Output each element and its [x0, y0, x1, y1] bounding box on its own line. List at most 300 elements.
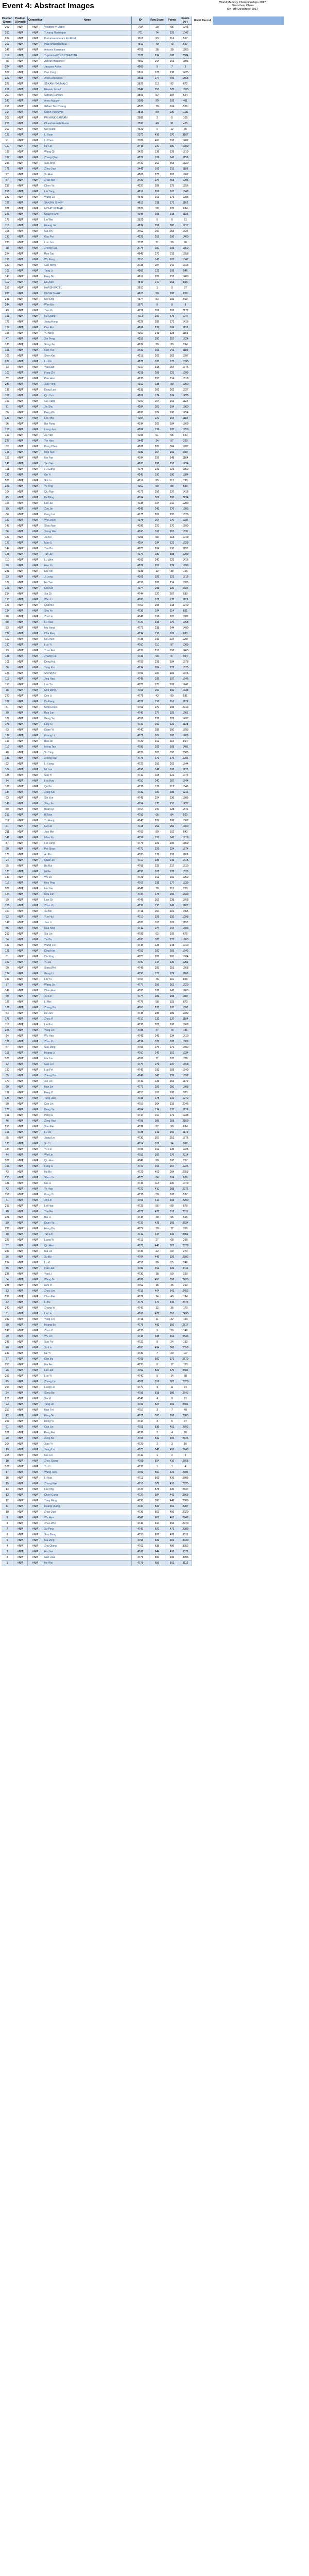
world-record-cell — [192, 506, 213, 512]
cell-name — [43, 172, 132, 178]
cell-position-event: 209 — [2, 359, 13, 365]
cell-raw-score: 554 — [149, 1459, 165, 1464]
cell-raw-score: 250 — [149, 376, 165, 382]
world-record-cell — [192, 149, 213, 155]
cell-raw-score: 284 — [149, 665, 165, 671]
cell-position-overall: #N/A — [13, 1090, 28, 1096]
cell-position-overall: #N/A — [13, 1209, 28, 1215]
cell-points-change: 1699 — [179, 563, 192, 569]
world-record-cell — [192, 1334, 213, 1340]
cell-points-change: 1342 — [179, 948, 192, 954]
world-record-cell — [192, 671, 213, 676]
cell-raw-score: 12 — [149, 1306, 165, 1311]
table-row — [2, 971, 284, 977]
cell-position-overall: #N/A — [13, 1028, 28, 1033]
cell-position-event: 4 — [2, 1544, 13, 1549]
cell-position-overall: #N/A — [13, 739, 28, 744]
world-record-cell — [192, 166, 213, 172]
cell-points-change: 1620 — [179, 982, 192, 988]
cell-position-event: 108 — [2, 229, 13, 234]
cell-competitor: #N/A — [28, 1073, 43, 1079]
world-record-cell — [192, 1243, 213, 1249]
cell-competitor: #N/A — [28, 1192, 43, 1198]
competitor-name: Zhou Yi — [44, 1018, 54, 1021]
competitor-name: SANJAY SINGH — [44, 201, 63, 205]
competitor-name: Shi Yun — [44, 796, 54, 800]
cell-points-change: 1603 — [179, 506, 192, 512]
cell-raw-score: 650 — [149, 1555, 165, 1561]
cell-points-change: 2452 — [179, 1289, 192, 1294]
world-record-cell — [192, 676, 213, 682]
cell-raw-score: 110 — [149, 642, 165, 648]
cell-position-overall: #N/A — [13, 280, 28, 285]
cell-position-event: 53 — [2, 574, 13, 580]
cell-raw-score: 1 — [149, 285, 165, 291]
cell-position-event: 111 — [2, 467, 13, 472]
cell-competitor: #N/A — [28, 1226, 43, 1232]
competitor-name: Zhao Yu — [44, 1040, 54, 1043]
competitor-name: Cen Li — [44, 694, 52, 698]
table-row — [2, 1300, 284, 1306]
cell-name — [43, 1504, 132, 1510]
cell-competitor-id: 4771 — [132, 1555, 149, 1561]
cell-competitor: #N/A — [28, 144, 43, 149]
competitor-name: Bai Rong — [44, 422, 55, 426]
competitor-name: Ma Lin — [44, 1250, 53, 1253]
cell-name — [43, 1050, 132, 1056]
cell-position-event: 228 — [2, 1226, 13, 1232]
table-row — [2, 1170, 284, 1175]
cell-points-change: 3030 — [179, 1538, 192, 1544]
cell-raw-score: 226 — [149, 455, 165, 461]
cell-position-event: 18 — [2, 1459, 13, 1464]
competitor-name: Liu Ping — [44, 1488, 54, 1491]
cell-name — [43, 1084, 132, 1090]
cell-raw-score: 596 — [149, 1504, 165, 1510]
cell-points-change: 1218 — [179, 835, 192, 841]
cell-name — [43, 591, 132, 597]
cell-points-change: 61 — [179, 217, 192, 223]
table-row — [2, 314, 284, 319]
competitor-name: Wang Bo — [44, 1278, 55, 1281]
competitor-name: Xu Ying — [44, 751, 54, 754]
competitor-name: Duan Yu — [44, 1222, 55, 1225]
cell-points-change: 2948 — [179, 1515, 192, 1521]
table-row — [2, 387, 284, 393]
competitor-name: Sui Lin — [44, 933, 53, 936]
world-record-cell — [192, 365, 213, 370]
cell-competitor: #N/A — [28, 761, 43, 767]
world-record-cell — [192, 1011, 213, 1016]
cell-points-change: 643 — [179, 829, 192, 835]
cell-competitor: #N/A — [28, 1147, 43, 1153]
cell-position-event: 84 — [2, 1033, 13, 1039]
cell-competitor: #N/A — [28, 506, 43, 512]
world-record-cell — [192, 1062, 213, 1067]
table-row — [2, 586, 284, 591]
cell-competitor-id: 4781 — [132, 931, 149, 937]
cell-competitor: #N/A — [28, 625, 43, 631]
cell-raw-score: 189 — [149, 1039, 165, 1045]
cell-name — [43, 433, 132, 438]
table-row — [2, 886, 284, 892]
cell-position-overall: #N/A — [13, 863, 28, 869]
cell-position-overall: #N/A — [13, 36, 28, 42]
world-record-cell — [192, 59, 213, 64]
competitor-name: Nguyen Anh — [44, 213, 59, 216]
cell-points-change: 1352 — [179, 467, 192, 472]
cell-raw-score: 11 — [149, 1317, 165, 1323]
table-row — [2, 778, 284, 784]
world-record-cell — [192, 875, 213, 880]
cell-points: 270 — [165, 518, 179, 523]
cell-name — [43, 1419, 132, 1425]
cell-competitor: #N/A — [28, 1476, 43, 1481]
cell-raw-score: 288 — [149, 183, 165, 189]
cell-position-overall: #N/A — [13, 637, 28, 642]
world-record-cell — [192, 70, 213, 76]
cell-competitor: #N/A — [28, 149, 43, 155]
table-row — [2, 1527, 284, 1532]
cell-name — [43, 1555, 132, 1561]
cell-competitor-id: 4748 — [132, 965, 149, 971]
cell-points: 175 — [165, 359, 179, 365]
cell-position-event: 185 — [2, 773, 13, 778]
cell-points: 224 — [165, 637, 179, 642]
cell-competitor-id: 4742 — [132, 1453, 149, 1459]
world-record-cell — [192, 1158, 213, 1164]
cell-points: 238 — [165, 897, 179, 903]
cell-competitor-id: 4744 — [132, 1113, 149, 1118]
table-row — [2, 846, 284, 852]
cell-name — [43, 115, 132, 121]
competitor-name: Huang Qiang — [44, 1505, 60, 1508]
cell-position-overall: #N/A — [13, 858, 28, 863]
competitor-name: Sun Fei — [44, 1341, 54, 1344]
cell-position-overall: #N/A — [13, 1430, 28, 1436]
cell-position-event: 179 — [2, 217, 13, 223]
cell-name — [43, 291, 132, 297]
cell-competitor: #N/A — [28, 920, 43, 926]
world-record-cell — [192, 110, 213, 115]
cell-raw-score: 185 — [149, 676, 165, 682]
cell-competitor-id: 4798 — [132, 767, 149, 773]
cell-position-event: 145 — [2, 450, 13, 455]
cell-points-change: 1234 — [179, 1050, 192, 1056]
cell-points: 5 — [165, 1419, 179, 1425]
cell-position-overall: #N/A — [13, 461, 28, 467]
table-row — [2, 365, 284, 370]
cell-position-overall: #N/A — [13, 1538, 28, 1544]
table-row — [2, 1402, 284, 1408]
cell-points: 121 — [165, 773, 179, 778]
cell-points-change: 1416 — [179, 557, 192, 563]
cell-competitor: #N/A — [28, 1538, 43, 1544]
cell-name — [43, 274, 132, 280]
table-row — [2, 739, 284, 744]
cell-competitor: #N/A — [28, 36, 43, 42]
competitor-name: Lu Xin — [44, 360, 52, 363]
cell-competitor-id: 4709 — [132, 1266, 149, 1272]
world-record-cell — [192, 302, 213, 308]
cell-competitor-id: 4756 — [132, 1045, 149, 1050]
cell-raw-score: 235 — [149, 1005, 165, 1011]
cell-competitor: #N/A — [28, 1340, 43, 1345]
cell-points: 116 — [165, 699, 179, 705]
cell-points: 148 — [165, 455, 179, 461]
cell-position-overall: #N/A — [13, 87, 28, 93]
cell-competitor: #N/A — [28, 1141, 43, 1147]
table-row — [2, 421, 284, 427]
cell-raw-score: 50 — [149, 484, 165, 489]
competitor-name: Qiu Ran — [44, 490, 54, 494]
cell-position-event: 261 — [2, 1430, 13, 1436]
cell-name — [43, 818, 132, 824]
cell-name — [43, 319, 132, 325]
cell-raw-score: 158 — [149, 212, 165, 217]
cell-position-event: 141 — [2, 835, 13, 841]
cell-raw-score: 259 — [149, 982, 165, 988]
cell-raw-score: 256 — [149, 489, 165, 495]
competitor-name: Guan Yi — [44, 728, 54, 732]
cell-points: 211 — [165, 251, 179, 257]
cell-points: 376 — [165, 87, 179, 93]
world-record-cell — [192, 251, 213, 257]
cell-points-change: 132 — [179, 1340, 192, 1345]
cell-raw-score: 243 — [149, 506, 165, 512]
cell-raw-score: 20 — [149, 25, 165, 30]
cell-position-overall: #N/A — [13, 98, 28, 104]
cell-name — [43, 869, 132, 875]
cell-competitor: #N/A — [28, 1515, 43, 1521]
cell-points-change: 61 — [179, 1396, 192, 1402]
table-row — [2, 733, 284, 739]
cell-competitor-id: 4736 — [132, 1464, 149, 1470]
cell-points: 126 — [165, 852, 179, 858]
table-row — [2, 1011, 284, 1016]
cell-points: 108 — [165, 1090, 179, 1096]
cell-points: 380 — [165, 223, 179, 229]
competitor-name: Zheng Bo — [44, 1074, 56, 1077]
cell-name — [43, 1136, 132, 1141]
table-row — [2, 450, 284, 455]
col-header-competitor: Competitor — [28, 16, 43, 25]
cell-points-change: 2290 — [179, 1198, 192, 1204]
world-record-cell — [192, 1215, 213, 1221]
cell-competitor-id: 4759 — [132, 1153, 149, 1158]
table-row — [2, 1016, 284, 1022]
cell-position-event: 132 — [2, 472, 13, 478]
table-row — [2, 756, 284, 761]
cell-points-change: 1173 — [179, 767, 192, 773]
cell-position-event: 191 — [2, 314, 13, 319]
cell-points-change: 1136 — [179, 1107, 192, 1113]
cell-name — [43, 1192, 132, 1198]
world-record-cell — [192, 1300, 213, 1306]
cell-position-event: 78 — [2, 246, 13, 251]
cell-position-event: 131 — [2, 1039, 13, 1045]
cell-position-event: 249 — [2, 1351, 13, 1357]
cell-name — [43, 1204, 132, 1209]
cell-position-overall: #N/A — [13, 115, 28, 121]
cell-position-event: 238 — [2, 1283, 13, 1289]
table-row — [2, 319, 284, 325]
cell-competitor: #N/A — [28, 166, 43, 172]
cell-points-change: 780 — [179, 478, 192, 484]
cell-points: 486 — [165, 1544, 179, 1549]
cell-name — [43, 1470, 132, 1476]
cell-competitor: #N/A — [28, 1294, 43, 1300]
cell-competitor-id: 4212 — [132, 382, 149, 387]
cell-points: 218 — [165, 212, 179, 217]
cell-points-change: 270 — [179, 1249, 192, 1255]
cell-name — [43, 892, 132, 897]
table-row — [2, 852, 284, 858]
cell-raw-score: 237 — [149, 325, 165, 331]
competitor-name: Xiong Wen — [44, 530, 57, 533]
competitor-name: Lou Hao — [44, 779, 55, 783]
cell-name — [43, 801, 132, 807]
competitor-name: Fang Li — [44, 1165, 53, 1168]
table-row — [2, 308, 284, 314]
cell-name — [43, 1016, 132, 1022]
cell-competitor-id: 4745 — [132, 1334, 149, 1340]
cell-position-overall: #N/A — [13, 603, 28, 608]
cell-competitor-id: 4269 — [132, 325, 149, 331]
competitor-name: Zhan Yu — [44, 904, 54, 907]
cell-position-overall: #N/A — [13, 93, 28, 98]
cell-points-change: 1306 — [179, 1039, 192, 1045]
cell-points: 84 — [165, 812, 179, 818]
cell-competitor: #N/A — [28, 648, 43, 654]
cell-position-event: 107 — [2, 580, 13, 586]
cell-competitor: #N/A — [28, 1521, 43, 1527]
world-record-cell — [192, 376, 213, 382]
table-row — [2, 172, 284, 178]
cell-competitor-id: 4764 — [132, 1255, 149, 1260]
competitor-name: Huang Jie — [44, 224, 56, 227]
cell-competitor-id: 3577 — [132, 302, 149, 308]
cell-name — [43, 518, 132, 523]
cell-points-change: 1211 — [179, 790, 192, 795]
cell-competitor: #N/A — [28, 1527, 43, 1532]
cell-competitor: #N/A — [28, 404, 43, 410]
cell-name — [43, 25, 132, 30]
cell-competitor-id: 4711 — [132, 1317, 149, 1323]
world-record-cell — [192, 1164, 213, 1170]
cell-name — [43, 546, 132, 552]
cell-position-overall: #N/A — [13, 1221, 28, 1226]
cell-points: 221 — [165, 574, 179, 580]
competitor-name: Yu Ning — [44, 332, 54, 335]
cell-position-overall: #N/A — [13, 212, 28, 217]
world-record-cell — [192, 546, 213, 552]
table-row — [2, 977, 284, 982]
cell-competitor-id: 4746 — [132, 1181, 149, 1187]
cell-points-change: 5 — [179, 64, 192, 70]
cell-position-event: 151 — [2, 1113, 13, 1118]
world-record-cell — [192, 359, 213, 365]
cell-position-overall: #N/A — [13, 1521, 28, 1527]
cell-points-change: 1608 — [179, 1084, 192, 1090]
cell-points: 431 — [165, 1481, 179, 1487]
world-record-cell — [192, 1323, 213, 1328]
cell-name — [43, 1289, 132, 1294]
cell-points: 94 — [165, 1141, 179, 1147]
cell-position-event: 116 — [2, 1022, 13, 1028]
cell-name — [43, 263, 132, 268]
cell-position-event: 206 — [2, 1158, 13, 1164]
cell-points: 406 — [165, 1436, 179, 1442]
competitor-name: Dong Lan — [44, 388, 56, 392]
cell-competitor: #N/A — [28, 1408, 43, 1413]
cell-position-event: 56 — [2, 529, 13, 535]
cell-points: 270 — [165, 620, 179, 625]
cell-raw-score: 55 — [149, 1204, 165, 1209]
table-row — [2, 1118, 284, 1124]
competitor-name: Yuvaraj Nadarajan — [44, 31, 66, 35]
world-record-cell — [192, 852, 213, 858]
cell-position-event: 47 — [2, 336, 13, 342]
cell-position-overall: #N/A — [13, 149, 28, 155]
competitor-name: Wen Bin — [44, 303, 55, 307]
table-row — [2, 1221, 284, 1226]
cell-position-overall: #N/A — [13, 948, 28, 954]
cell-name — [43, 404, 132, 410]
cell-position-event: 37 — [2, 1243, 13, 1249]
competitor-name: Jin Lin — [44, 1199, 52, 1202]
cell-raw-score: 144 — [149, 960, 165, 965]
cell-points-change: 1793 — [179, 727, 192, 733]
cell-points-change: 2907 — [179, 1504, 192, 1510]
cell-points: 178 — [165, 597, 179, 603]
table-row — [2, 59, 284, 64]
cell-competitor-id: 4749 — [132, 1079, 149, 1084]
world-record-cell — [192, 1067, 213, 1073]
cell-competitor-id: 4767 — [132, 880, 149, 886]
cell-position-overall: #N/A — [13, 1101, 28, 1107]
cell-competitor: #N/A — [28, 365, 43, 370]
cell-name — [43, 552, 132, 557]
world-record-cell — [192, 693, 213, 699]
cell-position-event: 117 — [2, 818, 13, 824]
cell-position-overall: #N/A — [13, 1294, 28, 1300]
results-table — [2, 16, 284, 1566]
col-header-points: Points — [165, 16, 179, 25]
table-row — [2, 455, 284, 461]
cell-raw-score: 204 — [149, 399, 165, 404]
cell-points: 256 — [165, 824, 179, 829]
world-record-cell — [192, 597, 213, 603]
cell-competitor: #N/A — [28, 478, 43, 484]
cell-name — [43, 1221, 132, 1226]
table-row — [2, 552, 284, 557]
table-row — [2, 30, 284, 36]
cell-competitor: #N/A — [28, 1561, 43, 1566]
competitor-name: Nur Hariz — [44, 128, 56, 131]
table-row — [2, 529, 284, 535]
cell-points: 133 — [165, 1107, 179, 1113]
cell-competitor: #N/A — [28, 744, 43, 750]
cell-name — [43, 716, 132, 722]
cell-raw-score: 316 — [149, 529, 165, 535]
cell-position-overall: #N/A — [13, 64, 28, 70]
cell-points-change: 675 — [179, 931, 192, 937]
cell-raw-score: 476 — [149, 1311, 165, 1317]
cell-raw-score: 14 — [149, 1294, 165, 1300]
cell-raw-score: 225 — [149, 863, 165, 869]
world-record-cell — [192, 1096, 213, 1101]
